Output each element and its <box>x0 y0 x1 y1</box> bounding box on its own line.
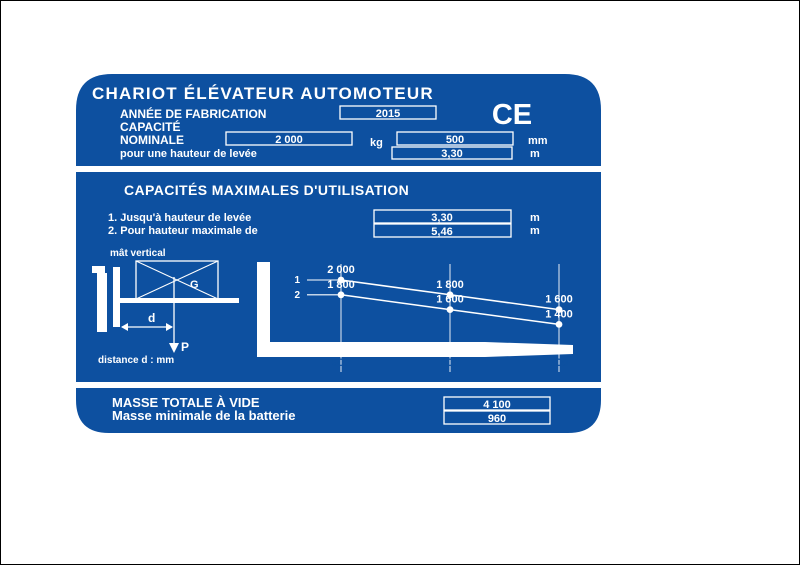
load-symbol: P <box>181 340 190 354</box>
mast-label: mât vertical <box>110 248 166 259</box>
capacity-label-2: NOMINALE <box>120 133 184 147</box>
chart-x-tick-2: 700 <box>549 357 569 369</box>
load-center-unit: mm <box>528 135 548 147</box>
distance-label: distance d : mm <box>98 355 175 366</box>
capacity-row1-label: 1. Jusqu'à hauteur de levée <box>108 212 252 224</box>
load-center-value: 500 <box>445 134 465 146</box>
chart-point-1-2 <box>556 321 563 328</box>
chart-x-tick-1: 600 <box>440 357 460 369</box>
distance-symbol: d <box>148 311 156 325</box>
ce-mark: CE <box>491 99 533 131</box>
year-value: 2015 <box>375 108 401 120</box>
chart-data-label-0-1: 1 800 <box>436 278 464 291</box>
mast-column <box>97 273 107 332</box>
capacity-row1-value: 3,30 <box>431 212 453 224</box>
battery-mass-label: Masse minimale de la batterie <box>112 408 296 423</box>
fork-carriage <box>113 267 120 327</box>
chart-x-tick-0: 500 <box>331 357 351 369</box>
year-label: ANNÉE DE FABRICATION <box>120 107 267 121</box>
capacity-label-1: CAPACITÉ <box>120 120 181 134</box>
chart-data-label-1-1: 1 600 <box>436 293 464 306</box>
mast-top-block <box>92 266 105 273</box>
chart-data-label-0-0: 2 000 <box>327 264 355 276</box>
lift-height-label: pour une hauteur de levée <box>120 148 257 160</box>
chart-data-label-1-0: 1 800 <box>327 278 355 291</box>
battery-mass-value: 960 <box>487 413 507 425</box>
center-of-gravity-label: G <box>190 279 199 291</box>
chart-series-name-1: 2 <box>294 289 300 301</box>
capacity-row1-unit: m <box>530 212 540 224</box>
plate-title: CHARIOT ÉLÉVATEUR AUTOMOTEUR <box>92 84 434 103</box>
capacity-row2-value: 5,46 <box>431 226 453 238</box>
empty-mass-value: 4 100 <box>483 399 511 411</box>
ce-mark-icon <box>492 99 532 131</box>
lift-height-unit: m <box>530 148 540 160</box>
capacity-row2-unit: m <box>530 225 540 237</box>
capacity-unit: kg <box>370 137 383 149</box>
chart-point-1-0 <box>338 291 345 298</box>
chart-data-label-1-2: 1 400 <box>545 308 573 321</box>
capacity-row2-label: 2. Pour hauteur maximale de <box>108 225 258 237</box>
chart-series-name-0: 1 <box>294 275 300 286</box>
chart-point-1-1 <box>447 306 454 313</box>
capacity-value: 2 000 <box>275 134 303 146</box>
lift-height-value: 3,30 <box>441 148 463 160</box>
capacities-title: CAPACITÉS MAXIMALES D'UTILISATION <box>124 182 410 198</box>
chart-data-label-0-2: 1 600 <box>545 293 573 306</box>
empty-mass-label: MASSE TOTALE À VIDE <box>112 395 260 410</box>
